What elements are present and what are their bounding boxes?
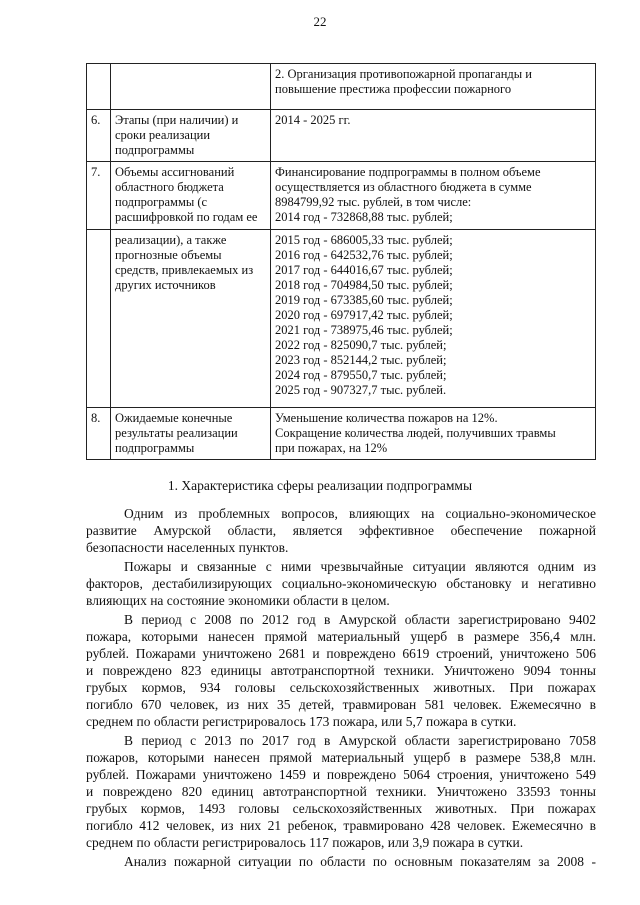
row-number xyxy=(87,230,111,408)
row-content-line: 2016 год - 642532,76 тыс. рублей; xyxy=(275,248,453,262)
row-content-line: 2018 год - 704984,50 тыс. рублей; xyxy=(275,278,453,292)
row-label-line: других источников xyxy=(115,278,216,292)
row-label-line: сроки реализации xyxy=(115,128,211,142)
row-label-line: результаты реализации xyxy=(115,426,238,440)
row-label-line: реализации), а также xyxy=(115,233,227,247)
paragraph xyxy=(86,505,596,556)
row-content-line: Финансирование подпрограммы в полном объеме xyxy=(275,165,541,179)
row-label-line: подпрограммы xyxy=(115,143,195,157)
row-label xyxy=(111,64,271,110)
paragraph-line: факторов, дестабилизирующих социально-экономическую обстановку и негативно xyxy=(86,576,596,591)
row-label-line: Объемы ассигнований xyxy=(115,165,235,179)
row-label-line: Этапы (при наличии) и xyxy=(115,113,239,127)
row-label-line: подпрограммы (с xyxy=(115,195,208,209)
paragraph-line: пожаров, которыми нанесен прямой материальный ущерб в размере 538,8 млн. xyxy=(86,750,596,765)
row-content-line: 2. Организация противопожарной пропаганды и xyxy=(275,67,532,81)
row-number: 6. xyxy=(87,110,111,162)
body-text xyxy=(86,505,596,872)
page-number: 22 xyxy=(313,14,327,29)
row-content xyxy=(271,230,596,408)
paragraph xyxy=(86,732,596,851)
table-row xyxy=(87,162,596,230)
paragraph-line: грубых кормов, 1493 головы сельскохозяйственных животных. При пожарах xyxy=(86,801,596,816)
row-content-line: при пожарах, на 12% xyxy=(275,441,388,455)
row-number: 8. xyxy=(87,408,111,460)
row-label-line: подпрограммы xyxy=(115,441,195,455)
row-label-line: Ожидаемые конечные xyxy=(115,411,233,425)
paragraph-line: В период с 2013 по 2017 год в Амурской области зарегистрировано 7058 xyxy=(124,733,596,748)
paragraph-line: рублей. Пожарами уничтожено 2681 и повреждено 6619 строений, уничтожено 506 xyxy=(86,646,596,661)
row-label xyxy=(111,408,271,460)
paragraph-line: погибло 412 человек, из них 21 ребенок, травмировано 428 человек. Ежемесячно в xyxy=(86,818,596,833)
table-row xyxy=(87,230,596,408)
paragraph-line: грубых кормов, 934 головы сельскохозяйственных животных. При пожарах xyxy=(86,680,596,695)
row-label-line: расшифровкой по годам ее xyxy=(115,210,258,224)
row-content-line: 2019 год - 673385,60 тыс. рублей; xyxy=(275,293,453,307)
paragraph-line: погибло 670 человек, из них 35 детей, травмирован 581 человек. Ежемесячно в xyxy=(86,697,596,712)
row-label-line: прогнозные объемы xyxy=(115,248,222,262)
section-heading: 1. Характеристика сферы реализации подпрограммы xyxy=(167,478,473,493)
paragraph-line: безопасности населенных пунктов. xyxy=(86,540,289,555)
paragraph xyxy=(86,558,596,609)
row-content-line: 2024 год - 879550,7 тыс. рублей; xyxy=(275,368,447,382)
row-label xyxy=(111,162,271,230)
row-content-line: 2014 год - 732868,88 тыс. рублей; xyxy=(275,210,453,224)
paragraph xyxy=(86,611,596,730)
row-content-line: 2025 год - 907327,7 тыс. рублей. xyxy=(275,383,447,397)
paragraph-line: Пожары и связанные с ними чрезвычайные ситуации являются одним из xyxy=(124,559,596,574)
paragraph-line: В период с 2008 по 2012 год в Амурской области зарегистрировано 9402 xyxy=(124,612,596,627)
row-content-line: Сокращение количества людей, получивших травмы xyxy=(275,426,556,440)
row-content xyxy=(271,162,596,230)
paragraph-line: и повреждено 823 единицы автотранспортной техники. Уничтожено 9094 тонны xyxy=(86,663,596,678)
row-content xyxy=(271,110,596,162)
row-content-line: повышение престижа профессии пожарного xyxy=(275,82,512,96)
paragraph-line: влияющих на состояние экономики области в целом. xyxy=(86,593,390,608)
table-row xyxy=(87,110,596,162)
paragraph-line: среднем по области регистрировалось 117 пожаров, или 3,9 пожара в сутки. xyxy=(86,835,524,850)
paragraph-line: Одним из проблемных вопросов, влияющих на социально-экономическое xyxy=(124,506,596,521)
row-label xyxy=(111,230,271,408)
row-number: 7. xyxy=(87,162,111,230)
paragraph-line: Анализ пожарной ситуации по области по основным показателям за 2008 - xyxy=(124,854,596,869)
paragraph-line: пожара, которыми нанесен прямой материальный ущерб в размере 356,4 млн. xyxy=(86,629,596,644)
paragraph-line: и повреждено 820 единиц автотранспортной техники. Уничтожено 33593 тонны xyxy=(86,784,596,799)
row-content-line: 2023 год - 852144,2 тыс. рублей; xyxy=(275,353,447,367)
paragraph-line: рублей. Пожарами уничтожено 1459 и повреждено 5064 строения, уничтожено 549 xyxy=(86,767,596,782)
paragraph-line: развитие Амурской области, является эффективное обеспечение пожарной xyxy=(86,523,596,538)
row-content-line: 2022 год - 825090,7 тыс. рублей; xyxy=(275,338,447,352)
row-content-line: 2020 год - 697917,42 тыс. рублей; xyxy=(275,308,453,322)
row-content-line: 2015 год - 686005,33 тыс. рублей; xyxy=(275,233,453,247)
row-content-line: осуществляется из областного бюджета в сумме xyxy=(275,180,532,194)
table-row xyxy=(87,408,596,460)
row-number xyxy=(87,64,111,110)
row-content-line: 2014 - 2025 гг. xyxy=(275,113,351,127)
row-label-line: средств, привлекаемых из xyxy=(115,263,254,277)
row-content-line: Уменьшение количества пожаров на 12%. xyxy=(275,411,498,425)
paragraph xyxy=(86,853,596,870)
table-row xyxy=(87,64,596,110)
row-content-line: 2017 год - 644016,67 тыс. рублей; xyxy=(275,263,453,277)
row-content xyxy=(271,64,596,110)
row-label-line: областного бюджета xyxy=(115,180,224,194)
subprogram-passport-table xyxy=(86,63,596,460)
row-content xyxy=(271,408,596,460)
paragraph-line: среднем по области регистрировалось 173 пожара, или 5,7 пожара в сутки. xyxy=(86,714,517,729)
row-label xyxy=(111,110,271,162)
row-content-line: 8984799,92 тыс. рублей, в том числе: xyxy=(275,195,472,209)
row-content-line: 2021 год - 738975,46 тыс. рублей; xyxy=(275,323,453,337)
